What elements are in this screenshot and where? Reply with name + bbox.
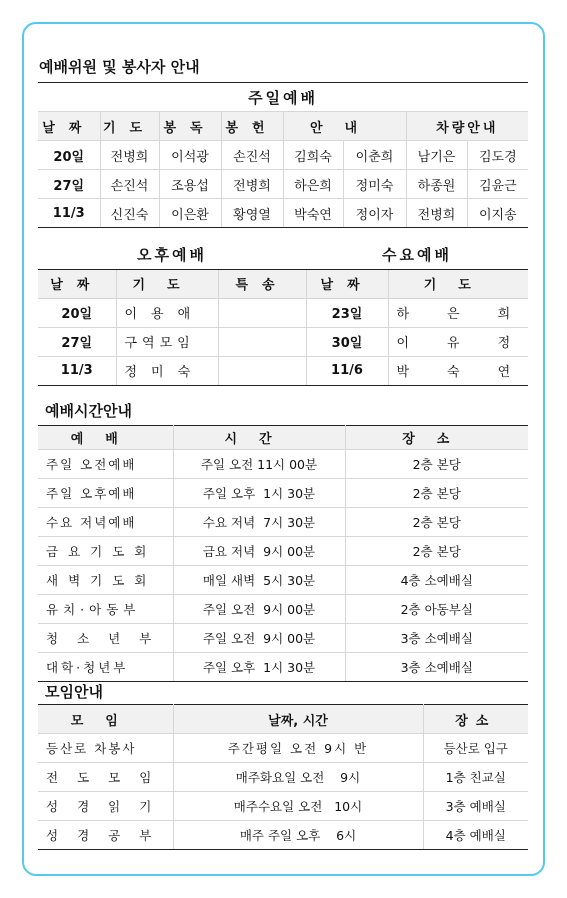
col-date: 날짜	[38, 112, 100, 141]
section-title-volunteers: 예배위원 및 봉사자 안내	[39, 58, 200, 76]
table-row	[38, 479, 528, 508]
cell: 조용섭	[159, 170, 221, 199]
cell: 주일 오후 1시 30분	[173, 653, 345, 682]
cell: 박숙연	[283, 199, 343, 228]
col-service: 예배	[38, 426, 173, 450]
cell: 전병희	[406, 199, 467, 228]
cell: 주일 오전 9시 00분	[173, 595, 345, 624]
table-row	[38, 566, 528, 595]
cell: 30일	[306, 327, 388, 356]
table-row	[38, 653, 528, 682]
col-prayer: 기도	[388, 269, 528, 298]
cell: 이석광	[159, 141, 221, 170]
cell: 김윤근	[467, 170, 528, 199]
cell: 하은희	[388, 298, 528, 327]
afternoon-caption: 오후예배	[38, 240, 306, 269]
col-meeting: 모임	[38, 705, 173, 734]
cell: 이은환	[159, 199, 221, 228]
cell: 남기은	[406, 141, 467, 170]
cell: 손진석	[100, 170, 159, 199]
cell: 4층 예배실	[423, 821, 528, 850]
col-time: 시간	[173, 426, 345, 450]
table-row	[38, 537, 528, 566]
cell: 이춘희	[343, 141, 406, 170]
cell: 매주화요일 오전 9시	[173, 763, 423, 792]
cell: 신진숙	[100, 199, 159, 228]
table-row	[38, 450, 528, 479]
cell: 전도모임	[38, 763, 173, 792]
cell: 이지송	[467, 199, 528, 228]
service-times-table	[38, 425, 528, 682]
cell: 27일	[38, 170, 100, 199]
cell: 수요 저녁예배	[38, 508, 173, 537]
table-row	[38, 821, 528, 850]
col-datetime: 날짜, 시간	[173, 705, 423, 734]
afternoon-wednesday-table	[38, 240, 549, 386]
cell: 이유정	[388, 327, 528, 356]
cell: 11/3	[38, 356, 116, 385]
col-place: 장소	[423, 705, 528, 734]
cell: 금요 저녁 9시 00분	[173, 537, 345, 566]
table-row	[38, 734, 528, 763]
col-offering: 봉헌	[221, 112, 283, 141]
cell: 2층 본당	[345, 508, 528, 537]
col-usher: 안내	[283, 112, 406, 141]
cell: 유치·아동부	[38, 595, 173, 624]
cell: 주일 오후예배	[38, 479, 173, 508]
table-row	[38, 170, 528, 199]
col-special-song: 특송	[218, 269, 306, 298]
cell: 2층 본당	[345, 450, 528, 479]
cell: 주일 오전예배	[38, 450, 173, 479]
cell: 주일 오후 1시 30분	[173, 479, 345, 508]
sunday-caption: 주일예배	[38, 83, 528, 112]
table-row	[38, 356, 528, 385]
meetings-table	[38, 704, 528, 850]
cell: 3층 소예배실	[345, 624, 528, 653]
cell	[218, 356, 306, 385]
cell: 청소년부	[38, 624, 173, 653]
table-row	[38, 792, 528, 821]
cell	[218, 327, 306, 356]
cell: 1층 친교실	[423, 763, 528, 792]
cell: 2층 본당	[345, 479, 528, 508]
table-row	[38, 595, 528, 624]
cell: 3층 예배실	[423, 792, 528, 821]
cell: 김도경	[467, 141, 528, 170]
section-title-service-times: 예배시간안내	[45, 402, 132, 420]
cell: 등산로 입구	[423, 734, 528, 763]
wednesday-caption: 수요예배	[306, 240, 528, 269]
cell: 정이자	[343, 199, 406, 228]
cell: 23일	[306, 298, 388, 327]
cell: 매주수요일 오전 10시	[173, 792, 423, 821]
cell: 전병희	[100, 141, 159, 170]
cell: 매일 새벽 5시 30분	[173, 566, 345, 595]
cell: 20일	[38, 298, 116, 327]
cell: 황영열	[221, 199, 283, 228]
cell: 매주 주일 오후 6시	[173, 821, 423, 850]
cell: 하은희	[283, 170, 343, 199]
cell: 정미숙	[116, 356, 218, 385]
cell: 주간평일 오전 9시 반	[173, 734, 423, 763]
cell: 등산로 차봉사	[38, 734, 173, 763]
cell: 박숙연	[388, 356, 528, 385]
table-row	[38, 141, 528, 170]
table-row	[38, 763, 528, 792]
cell: 하종원	[406, 170, 467, 199]
cell: 전병희	[221, 170, 283, 199]
table-row	[38, 624, 528, 653]
sunday-worship-table	[38, 82, 528, 228]
cell: 정미숙	[343, 170, 406, 199]
col-date: 날짜	[306, 269, 388, 298]
cell: 11/3	[38, 199, 100, 228]
cell: 4층 소예배실	[345, 566, 528, 595]
table-row	[38, 298, 528, 327]
table-row	[38, 199, 528, 228]
table-row	[38, 327, 528, 356]
cell: 주일 오전 11시 00분	[173, 450, 345, 479]
col-place: 장소	[345, 426, 528, 450]
cell: 성경공부	[38, 821, 173, 850]
col-vehicle: 차량안내	[406, 112, 528, 141]
cell: 손진석	[221, 141, 283, 170]
cell: 20일	[38, 141, 100, 170]
col-date: 날짜	[38, 269, 116, 298]
col-reading: 봉독	[159, 112, 221, 141]
cell: 새벽기도회	[38, 566, 173, 595]
cell: 구역모임	[116, 327, 218, 356]
cell: 27일	[38, 327, 116, 356]
cell: 3층 소예배실	[345, 653, 528, 682]
cell: 11/6	[306, 356, 388, 385]
cell: 2층 본당	[345, 537, 528, 566]
table-row	[38, 508, 528, 537]
cell: 김희숙	[283, 141, 343, 170]
cell: 대학·청년부	[38, 653, 173, 682]
cell: 2층 아동부실	[345, 595, 528, 624]
cell: 금요기도회	[38, 537, 173, 566]
cell: 이용애	[116, 298, 218, 327]
col-prayer: 기도	[116, 269, 218, 298]
cell: 주일 오전 9시 00분	[173, 624, 345, 653]
cell: 성경읽기	[38, 792, 173, 821]
section-title-meetings: 모임안내	[45, 683, 103, 701]
col-prayer: 기도	[100, 112, 159, 141]
cell	[218, 298, 306, 327]
cell: 수요 저녁 7시 30분	[173, 508, 345, 537]
